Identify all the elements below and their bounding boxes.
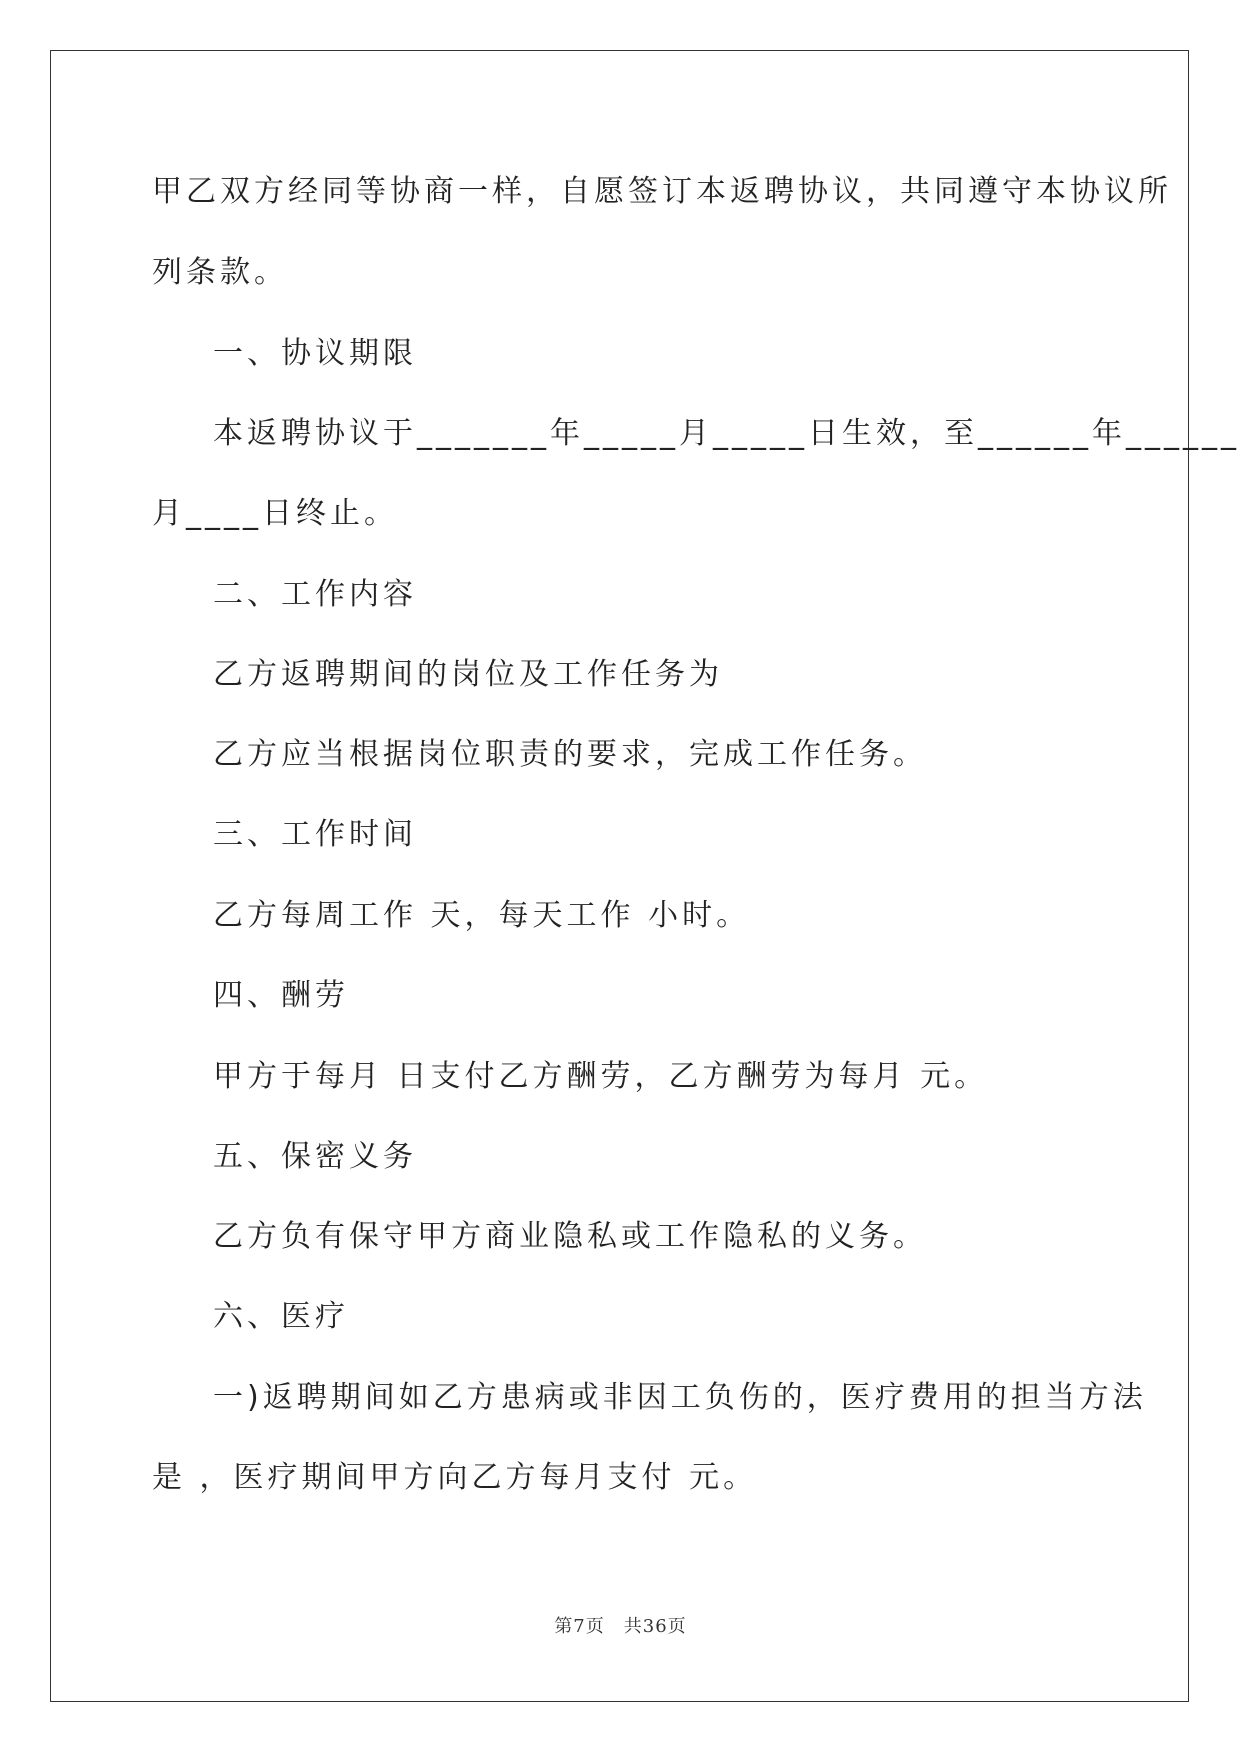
body-line-term-end: 月____日终止。 [152,496,398,531]
body-line-hours: 乙方每周工作 天，每天工作 小时。 [213,898,751,933]
page-number-footer: 第7页 共36页 [554,1616,687,1637]
section-heading-work-hours: 三、工作时间 [213,817,417,852]
body-line-medical-1: 一)返聘期间如乙方患病或非因工负伤的，医疗费用的担当方法 [213,1380,1147,1415]
section-heading-term: 一、协议期限 [213,336,417,371]
body-line-position: 乙方返聘期间的岗位及工作任务为 [213,657,723,692]
body-line-medical-2: 是 ，医疗期间甲方向乙方每月支付 元。 [152,1460,758,1495]
section-heading-pay: 四、酬劳 [213,978,349,1013]
page-border [50,50,1189,1702]
body-line-confidentiality: 乙方负有保守甲方商业隐私或工作隐私的义务。 [213,1219,927,1254]
body-line-pay: 甲方于每月 日支付乙方酬劳，乙方酬劳为每月 元。 [213,1059,989,1094]
section-heading-confidentiality: 五、保密义务 [213,1139,417,1174]
section-heading-work-content: 二、工作内容 [213,577,417,612]
body-line-duties: 乙方应当根据岗位职责的要求，完成工作任务。 [213,737,927,772]
section-heading-medical: 六、医疗 [213,1299,349,1334]
body-line-term-start: 本返聘协议于_______年_____月_____日生效，至______年______ [213,416,1240,451]
body-line-2: 列条款。 [152,255,288,290]
body-line-1: 甲乙双方经同等协商一样，自愿签订本返聘协议，共同遵守本协议所 [152,174,1172,209]
